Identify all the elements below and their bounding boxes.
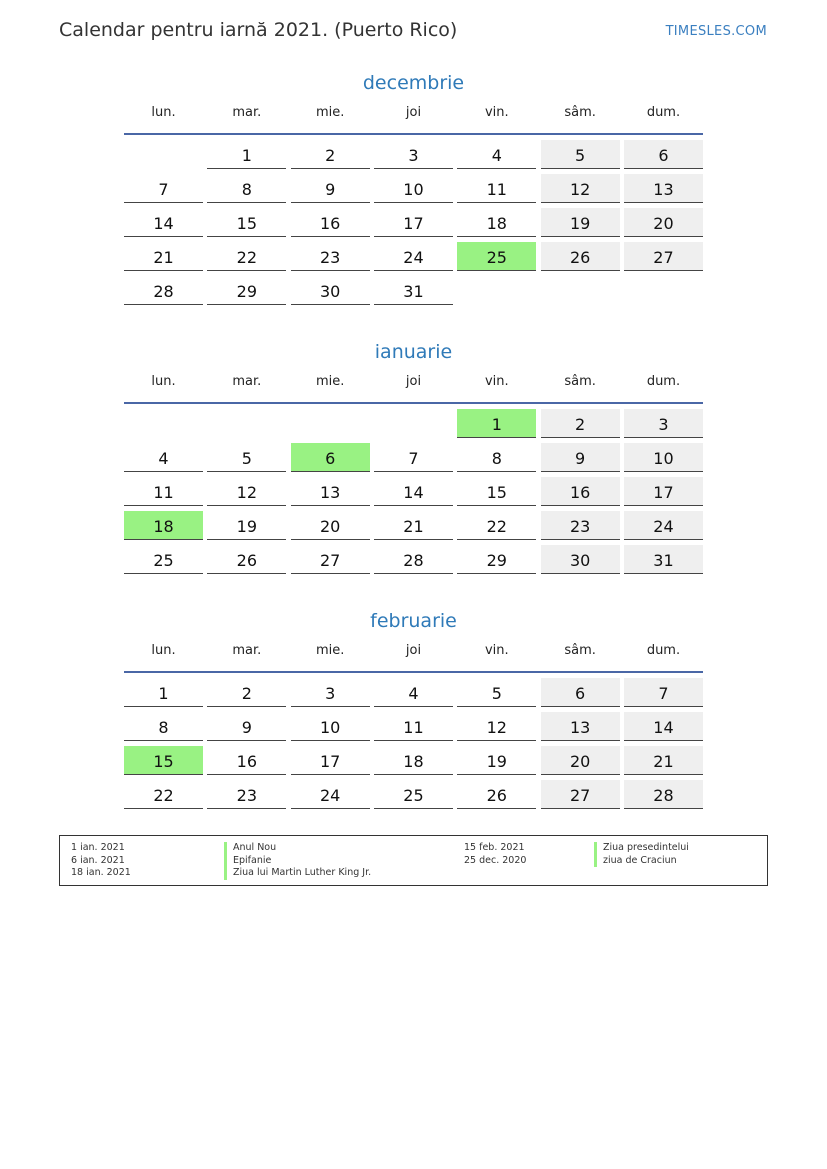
day-cell: 2 [291,140,370,169]
day-cell: 1 [207,140,286,169]
day-cell: 2 [207,678,286,707]
day-cell: 23 [207,780,286,809]
day-cell: 11 [374,712,453,741]
weekend-day-cell: 5 [541,140,620,169]
day-cell: 3 [291,678,370,707]
day-cell: 28 [124,276,203,305]
weekend-day-cell: 24 [624,511,703,540]
weekend-day-cell: 23 [541,511,620,540]
day-cell: 22 [124,780,203,809]
day-cell: 7 [374,443,453,472]
weekday-label: joi [405,643,422,658]
month-name: februarie [370,610,457,632]
day-cell: 15 [207,208,286,237]
weekend-day-cell: 14 [624,712,703,741]
weekend-day-cell: 16 [541,477,620,506]
weekday-label: joi [405,105,422,120]
day-cell: 25 [374,780,453,809]
day-cell: 29 [207,276,286,305]
holiday-day-cell: 15 [124,746,203,775]
day-cell: 24 [374,242,453,271]
legend-holiday-name: Anul Nou [224,842,276,855]
month-grid [124,409,703,574]
legend-date: 18 ian. 2021 [71,867,131,878]
weekday-label: lun. [151,374,176,389]
weekend-day-cell: 19 [541,208,620,237]
weekend-day-cell: 13 [541,712,620,741]
day-cell: 24 [291,780,370,809]
day-cell: 1 [124,678,203,707]
day-cell: 17 [291,746,370,775]
day-cell: 11 [457,174,536,203]
day-cell: 9 [291,174,370,203]
day-cell: 26 [457,780,536,809]
weekday-label: dum. [646,374,681,389]
weekend-day-cell: 28 [624,780,703,809]
weekday-label: mie. [315,105,345,120]
legend-holiday-name: Ziua lui Martin Luther King Jr. [224,867,371,880]
holiday-day-cell: 25 [457,242,536,271]
day-cell: 8 [457,443,536,472]
day-cell: 28 [374,545,453,574]
month-name: decembrie [362,72,465,94]
day-cell: 29 [457,545,536,574]
month-name: ianuarie [374,341,453,363]
day-cell: 8 [207,174,286,203]
header-divider [124,671,703,673]
month-grid [124,678,703,809]
day-cell: 19 [457,746,536,775]
weekday-label: mar. [232,643,262,658]
day-cell: 5 [207,443,286,472]
weekend-day-cell: 13 [624,174,703,203]
weekend-day-cell: 10 [624,443,703,472]
weekday-label: mie. [315,374,345,389]
brand-link[interactable]: TIMESLES.COM [665,24,767,39]
day-cell: 8 [124,712,203,741]
day-cell: 30 [291,276,370,305]
legend-date: 6 ian. 2021 [71,854,125,866]
weekend-day-cell: 20 [541,746,620,775]
weekday-label: sâm. [564,643,596,658]
weekday-label: dum. [646,105,681,120]
legend-date: 15 feb. 2021 [464,842,525,853]
day-cell: 26 [207,545,286,574]
day-cell: 5 [457,678,536,707]
weekday-label: joi [405,374,422,389]
day-cell: 18 [457,208,536,237]
day-cell: 27 [291,545,370,574]
weekday-label: mie. [315,643,345,658]
weekend-day-cell: 6 [541,678,620,707]
day-cell: 22 [457,511,536,540]
legend-holiday-name: ziua de Craciun [594,855,677,868]
day-cell: 19 [207,511,286,540]
weekend-day-cell: 6 [624,140,703,169]
empty-cell [291,409,370,438]
day-cell: 7 [124,174,203,203]
day-cell: 3 [374,140,453,169]
weekend-day-cell: 30 [541,545,620,574]
header-divider [124,133,703,135]
day-cell: 18 [374,746,453,775]
weekday-label: mar. [232,105,262,120]
day-cell: 4 [124,443,203,472]
day-cell: 12 [457,712,536,741]
weekday-header [124,105,703,123]
day-cell: 23 [291,242,370,271]
day-cell: 14 [374,477,453,506]
weekday-label: vin. [484,643,509,658]
weekend-day-cell: 21 [624,746,703,775]
day-cell: 4 [374,678,453,707]
weekday-label: lun. [151,105,176,120]
day-cell: 22 [207,242,286,271]
weekend-day-cell: 17 [624,477,703,506]
month-grid [124,140,703,305]
empty-cell [124,140,203,169]
holiday-legend [59,835,768,886]
day-cell: 16 [291,208,370,237]
weekday-label: mar. [232,374,262,389]
day-cell: 14 [124,208,203,237]
weekday-label: sâm. [564,105,596,120]
day-cell: 31 [374,276,453,305]
weekend-day-cell: 20 [624,208,703,237]
weekend-day-cell: 26 [541,242,620,271]
empty-cell [374,409,453,438]
weekend-day-cell: 27 [624,242,703,271]
day-cell: 21 [374,511,453,540]
weekday-header [124,374,703,392]
day-cell: 10 [374,174,453,203]
holiday-day-cell: 6 [291,443,370,472]
weekend-day-cell: 12 [541,174,620,203]
empty-cell [124,409,203,438]
weekday-label: lun. [151,643,176,658]
weekday-label: vin. [484,374,509,389]
day-cell: 10 [291,712,370,741]
weekend-day-cell: 27 [541,780,620,809]
page-title: Calendar pentru iarnă 2021. (Puerto Rico) [59,19,458,41]
day-cell: 13 [291,477,370,506]
day-cell: 16 [207,746,286,775]
day-cell: 4 [457,140,536,169]
day-cell: 11 [124,477,203,506]
day-cell: 20 [291,511,370,540]
day-cell: 21 [124,242,203,271]
month-december [124,69,703,305]
weekend-day-cell: 9 [541,443,620,472]
day-cell: 25 [124,545,203,574]
weekday-label: sâm. [564,374,596,389]
weekend-day-cell: 2 [541,409,620,438]
weekend-day-cell: 3 [624,409,703,438]
weekend-day-cell: 7 [624,678,703,707]
weekday-label: dum. [646,643,681,658]
month-february [124,607,703,809]
day-cell: 15 [457,477,536,506]
day-cell: 17 [374,208,453,237]
weekday-label: vin. [484,105,509,120]
holiday-day-cell: 18 [124,511,203,540]
holiday-day-cell: 1 [457,409,536,438]
header-divider [124,402,703,404]
month-january [124,338,703,574]
legend-holiday-name: Ziua presedintelui [594,842,689,855]
weekend-day-cell: 31 [624,545,703,574]
legend-date: 1 ian. 2021 [71,842,125,853]
day-cell: 12 [207,477,286,506]
legend-holiday-name: Epifanie [224,855,271,868]
weekday-header [124,643,703,661]
day-cell: 9 [207,712,286,741]
empty-cell [207,409,286,438]
legend-date: 25 dec. 2020 [464,854,527,866]
